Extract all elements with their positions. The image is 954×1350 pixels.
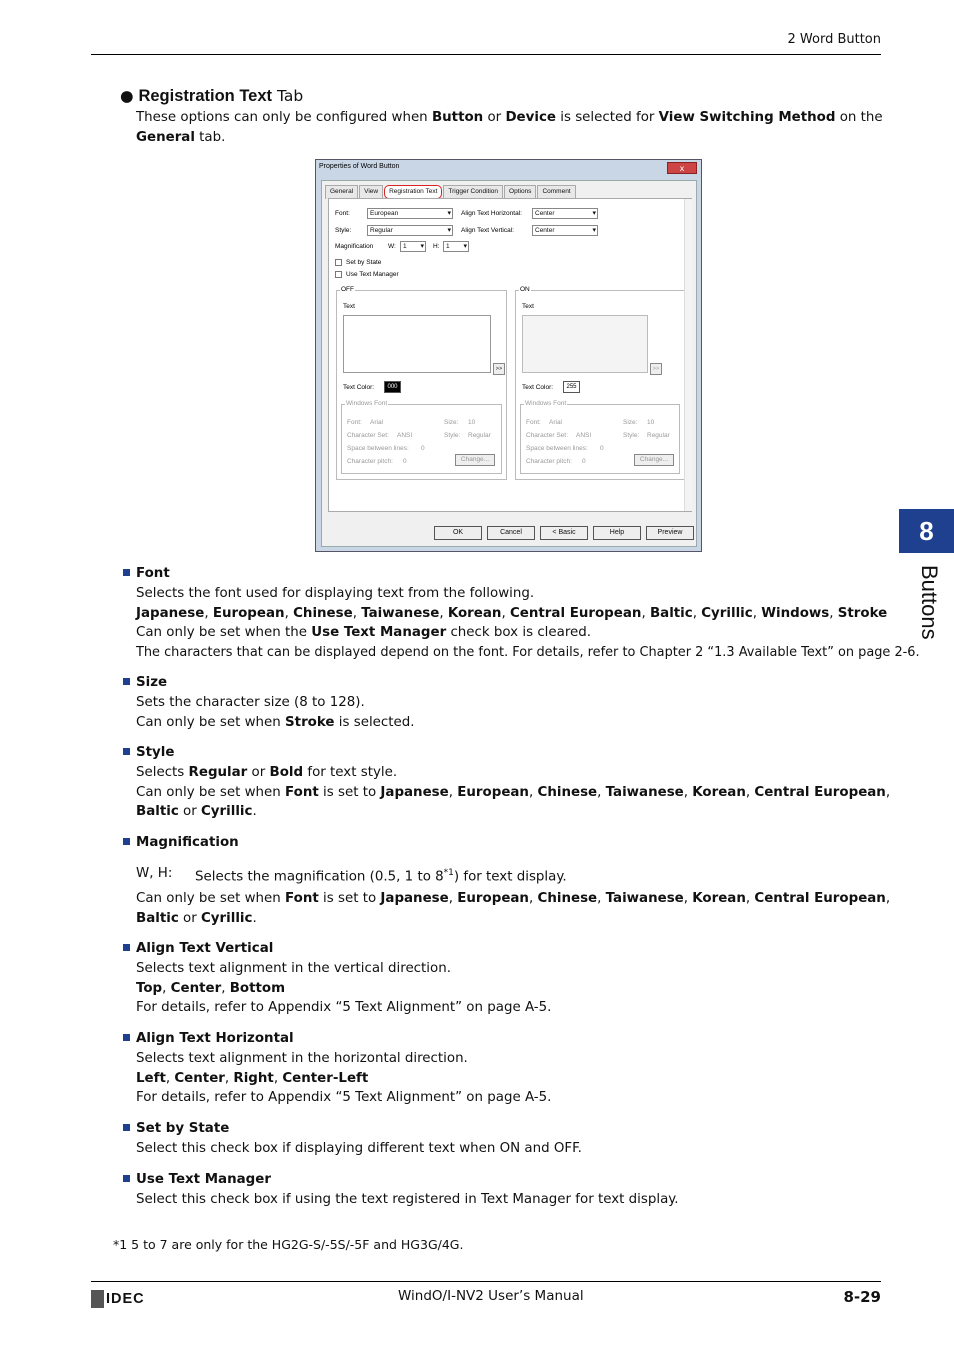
square-bullet-icon [123,1175,130,1182]
basic-button[interactable]: < Basic [540,526,588,540]
align-v-select[interactable]: Center ▾ [532,225,598,236]
header-rule [91,54,881,55]
item-style-body: Selects Regular or Bold for text style. Can only be set when Font is set to Japanese, European, Chinese, Taiwanese, Korean, Central European, Baltic or Cyrillic. [136,765,891,820]
help-button[interactable]: Help [593,526,641,540]
align-h-select[interactable]: Center ▾ [532,208,598,219]
square-bullet-icon [123,1034,130,1041]
item-set-by-state-title: Set by State [123,1121,229,1136]
off-windows-font-group: Windows Font Font: Arial Size: 10 Character Set: ANSI Style: Regular Space between lines: 0 Character pitch: 0 Change... [341,404,502,474]
square-bullet-icon [123,678,130,685]
chapter-side-label: Buttons [917,565,942,640]
section-intro: These options can only be configured when Button or Device is selected for View Switching Method on the General tab. [136,110,883,145]
dialog-body [321,180,697,547]
item-style-title: Style [123,745,174,760]
item-set-by-state-body: Select this check box if displaying different text when ON and OFF. [136,1141,582,1156]
use-text-manager-label: Use Text Manager [346,271,399,278]
preview-button[interactable]: Preview [646,526,694,540]
item-magnification-title: Magnification [123,835,239,850]
align-v-label: Align Text Vertical: [461,227,514,234]
off-text-area[interactable] [343,315,491,373]
item-size-body: Sets the character size (8 to 128). Can only be set when Stroke is selected. [136,695,415,730]
off-text-color-label: Text Color: [343,384,375,391]
off-text-color-box[interactable]: 000 [384,381,401,393]
dialog-title: Properties of Word Button [319,163,400,170]
h-label: H: [433,243,440,250]
on-expand-button[interactable]: >> [650,363,662,375]
on-text-label: Text [522,303,534,310]
w-label: W: [388,243,396,250]
tab-panel [328,198,692,512]
item-font-title: Font [123,566,170,581]
item-use-text-manager-body: Select this check box if using the text registered in Text Manager for text display. [136,1192,679,1207]
item-align-h-body: Selects text alignment in the horizontal direction. Left, Center, Right, Center-Left For details, refer to Appendix “5 Text Alignment” on page A-5. [136,1051,552,1106]
section-title-bold: Registration Text [138,87,273,105]
on-text-color-label: Text Color: [522,384,554,391]
logo-mark-icon [91,1290,104,1308]
w-select[interactable]: 1 ▾ [400,241,426,252]
tab-options[interactable]: Options [504,185,536,199]
ok-button[interactable]: OK [434,526,482,540]
page-number: 8-29 [843,1288,881,1306]
idec-logo: IDEC [91,1290,145,1308]
square-bullet-icon [123,569,130,576]
panel-scrollbar[interactable] [684,199,692,511]
tab-registration-text[interactable]: Registration Text [384,185,442,199]
square-bullet-icon [123,838,130,845]
style-select[interactable]: Regular ▾ [367,225,453,236]
on-text-color-box[interactable]: 255 [563,381,580,393]
dialog-tabs [325,185,577,199]
tab-comment[interactable]: Comment [537,185,575,199]
tab-view[interactable]: View [359,185,383,199]
off-expand-button[interactable]: >> [493,363,505,375]
set-by-state-label: Set by State [346,259,382,266]
footer-rule [91,1281,881,1282]
square-bullet-icon [123,1124,130,1131]
item-magnification-desc: Selects the magnification (0.5, 1 to 8$^{*1}$) for text display. [195,868,567,885]
item-use-text-manager-title: Use Text Manager [123,1172,271,1187]
on-group-label: ON [520,286,530,293]
tab-trigger-condition[interactable]: Trigger Condition [443,185,503,199]
on-windows-font-group: Windows Font Font: Arial Size: 10 Character Set: ANSI Style: Regular Space between lines: 0 Character pitch: 0 Change... [520,404,680,474]
on-text-area[interactable] [522,315,648,373]
manual-title: WindO/I-NV2 User’s Manual [398,1288,584,1304]
item-magnification-body: Can only be set when Font is set to Japanese, European, Chinese, Taiwanese, Korean, Central European, Baltic or Cyrillic. [136,891,891,926]
off-group-label: OFF [341,286,354,293]
off-group [336,286,507,480]
item-magnification-wh: W, H: [136,866,173,881]
font-label: Font: [335,210,350,217]
tab-general[interactable]: General [325,185,358,199]
square-bullet-icon [123,944,130,951]
chapter-header: 2 Word Button [787,32,881,47]
item-size-title: Size [123,675,167,690]
use-text-manager-checkbox[interactable] [335,271,342,278]
section-title-rest: Tab [276,87,304,105]
item-font-body: Selects the font used for displaying text from the following. Japanese, European, Chinese, Taiwanese, Korean, Central European, Baltic, Cyrillic, Windows, Stroke Can only be set when the Use Text Manager check box is cleared. The characters that can be displayed depend on the font. For details, refer to Chapter 2 “1.3 Available Text” on page 2-6. [136,586,920,660]
font-select[interactable]: European ▾ [367,208,453,219]
on-change-button[interactable]: Change... [634,454,674,466]
on-group [515,286,685,480]
square-bullet-icon [123,748,130,755]
word-button-properties-dialog [315,159,702,552]
set-by-state-checkbox[interactable] [335,259,342,266]
magnification-label: Magnification [335,243,374,250]
off-change-button[interactable]: Change... [455,454,495,466]
align-h-label: Align Text Horizontal: [461,210,522,217]
item-align-v-body: Selects text alignment in the vertical direction. Top, Center, Bottom For details, refer to Appendix “5 Text Alignment” on page A-5. [136,961,552,1016]
bullet-icon: ● [120,87,134,105]
item-align-h-title: Align Text Horizontal [123,1031,294,1046]
off-text-label: Text [343,303,355,310]
item-align-v-title: Align Text Vertical [123,941,273,956]
close-icon[interactable]: x [667,162,697,174]
cancel-button[interactable]: Cancel [487,526,535,540]
section-title [120,87,303,106]
h-select[interactable]: 1 ▾ [443,241,469,252]
style-label: Style: [335,227,352,234]
chapter-tab: 8 [899,509,954,553]
footnote: *1 5 to 7 are only for the HG2G-S/-5S/-5F and HG3G/4G. [113,1237,464,1252]
